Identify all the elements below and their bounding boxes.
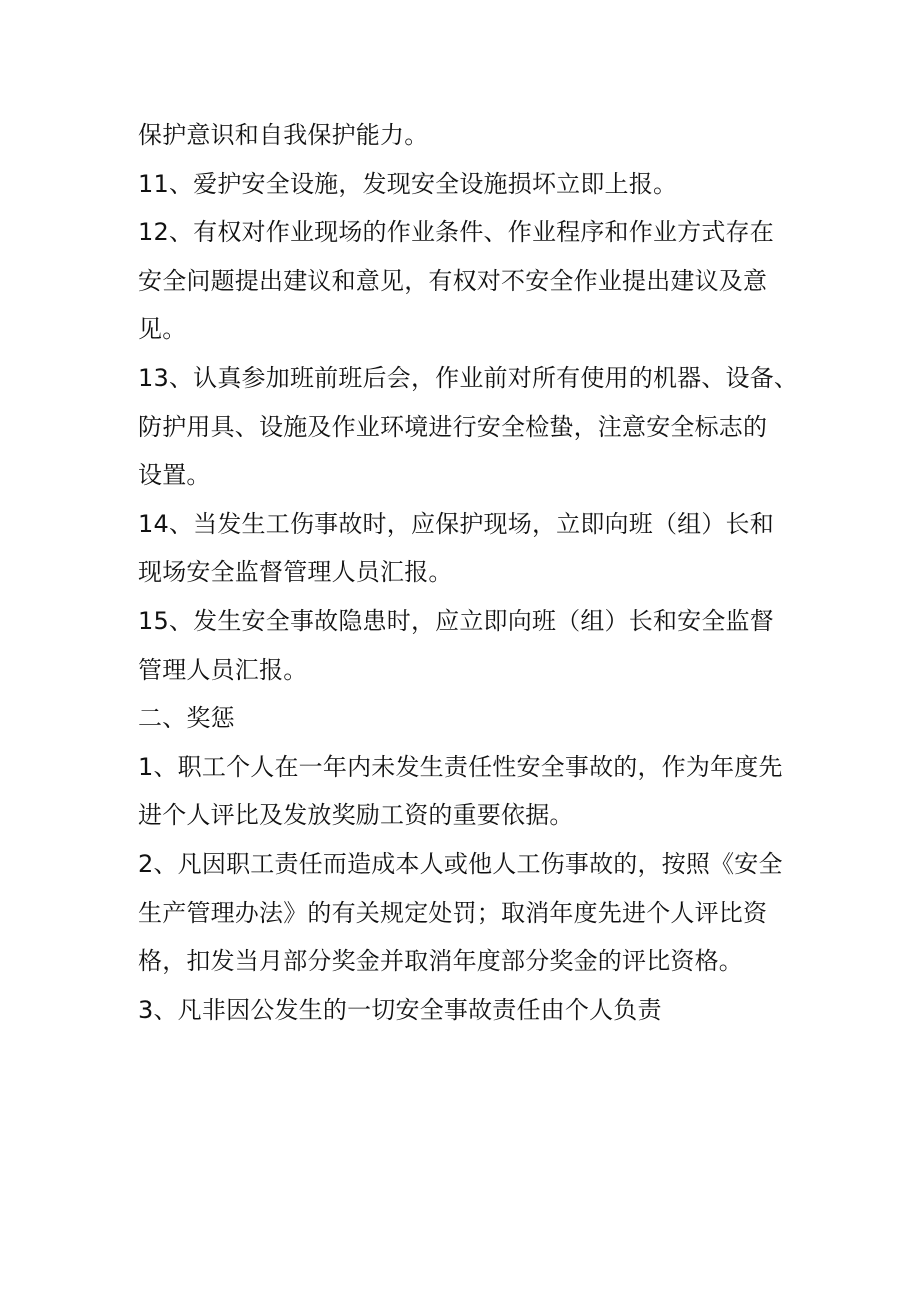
text-line: 现场安全监督管理人员汇报。	[138, 558, 453, 587]
section-heading: 二、奖惩	[138, 704, 235, 733]
text-line: 格，扣发当月部分奖金并取消年度部分奖金的评比资格。	[138, 947, 743, 976]
text-line: 11、爱护安全设施，发现安全设施损坏立即上报。	[138, 169, 678, 198]
text-line: 安全问题提出建议和意见，有权对不安全作业提出建议及意	[138, 266, 768, 295]
text-line: 2、凡因职工责任而造成本人或他人工伤事故的，按照《安全	[138, 849, 783, 878]
text-line: 13、认真参加班前班后会，作业前对所有使用的机器、设备、	[138, 363, 799, 392]
text-line: 见。	[138, 315, 187, 344]
text-line: 15、发生安全事故隐患时，应立即向班（组）长和安全监督	[138, 606, 774, 635]
text-line: 14、当发生工伤事故时，应保护现场，立即向班（组）长和	[138, 509, 774, 538]
text-line: 生产管理办法》的有关规定处罚；取消年度先进个人评比资	[138, 898, 768, 927]
text-line: 1、职工个人在一年内未发生责任性安全事故的，作为年度先	[138, 752, 783, 781]
text-line: 防护用具、设施及作业环境进行安全检蛰，注意安全标志的	[138, 412, 768, 441]
text-line: 进个人评比及发放奖励工资的重要依据。	[138, 801, 574, 830]
text-line: 12、有权对作业现场的作业条件、作业程序和作业方式存在	[138, 218, 774, 247]
text-line: 保护意识和自我保护能力。	[138, 121, 429, 149]
text-line: 3、凡非因公发生的一切安全事故责任由个人负责	[138, 995, 662, 1024]
text-line: 设置。	[138, 461, 211, 490]
text-line: 管理人员汇报。	[138, 655, 308, 684]
document-body	[138, 111, 818, 1034]
